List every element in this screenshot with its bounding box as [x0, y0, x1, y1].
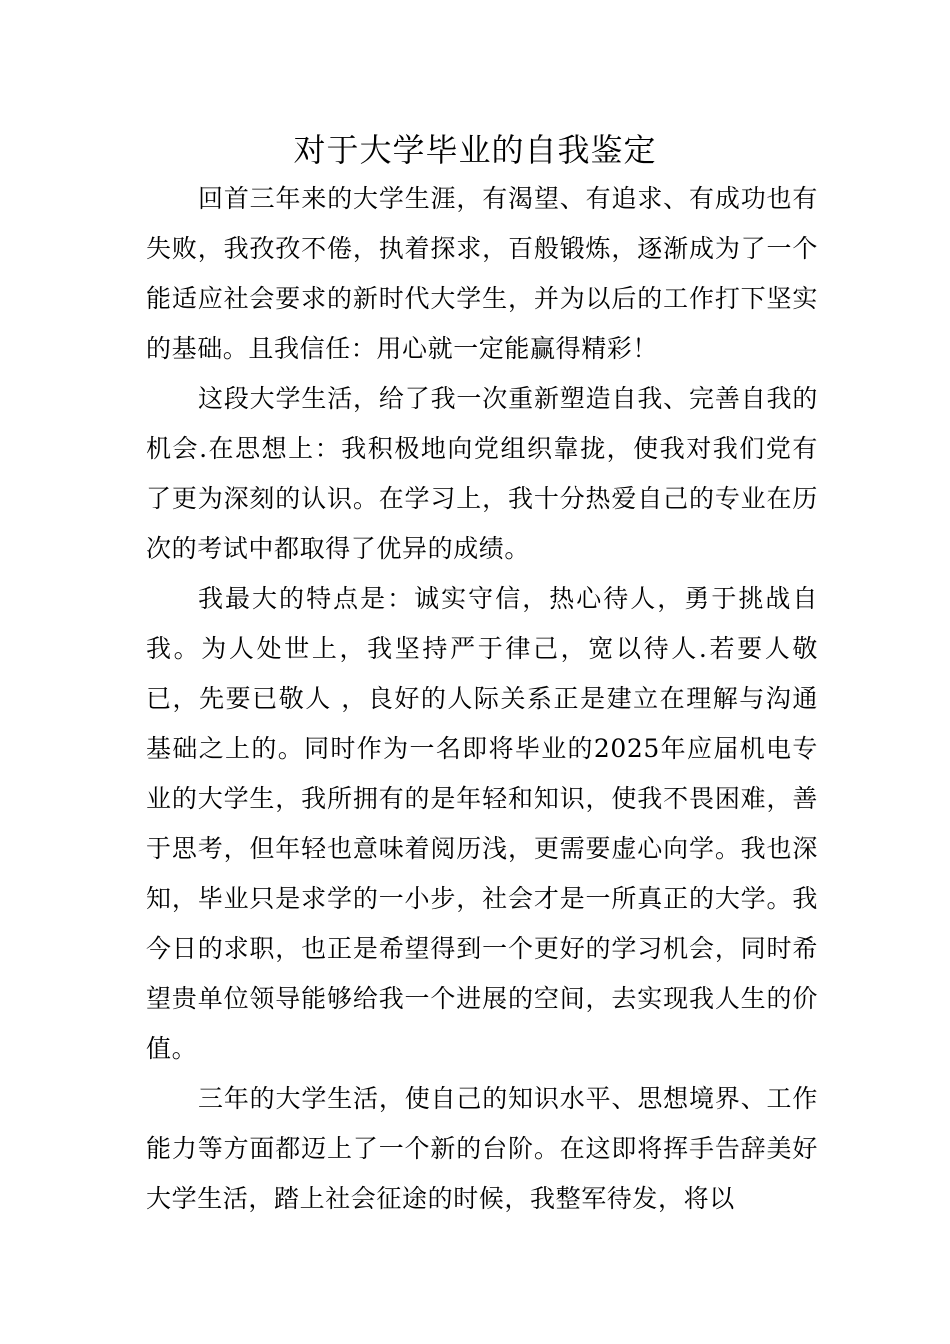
paragraph-2: 这段大学生活，给了我一次重新塑造自我、完善自我的机会.在思想上：我积极地向党组织靠拢，使我对我们党有了更为深刻的认识。在学习上，我十分热爱自己的专业在历次的考试中都取得了优异的成绩。 — [146, 384, 818, 563]
paragraph-1: 回首三年来的大学生涯，有渴望、有追求、有成功也有失败，我孜孜不倦，执着探求，百般锻炼，逐渐成为了一个能适应社会要求的新时代大学生，并为以后的工作打下坚实的基础。且我信任：用心就一定能赢得精彩！ — [146, 184, 818, 363]
paragraph-4: 三年的大学生活，使自己的知识水平、思想境界、工作能力等方面都迈上了一个新的台阶。在这即将挥手告辞美好大学生活，踏上社会征途的时候，我整军待发，将以 — [146, 1084, 818, 1213]
document-title: 对于大学毕业的自我鉴定 — [293, 131, 657, 169]
paragraph-3: 我最大的特点是：诚实守信，热心待人，勇于挑战自我。为人处世上，我坚持严于律己，宽以待人.若要人敬已，先要已敬人 ，良好的人际关系正是建立在理解与沟通基础之上的。同时作为一名即将毕业的2025年应届机电专业的大学生，我所拥有的是年轻和知识，使我不畏困难，善于思考，但年轻也意味着阅历浅，更需要虚心向学。我也深知，毕业只是求学的一小步，社会才是一所真正的大学。我今日的求职，也正是希望得到一个更好的学习机会，同时希望贵单位领导能够给我一个进展的空间，去实现我人生的价值。 — [146, 584, 818, 1063]
document-body — [146, 174, 818, 1224]
